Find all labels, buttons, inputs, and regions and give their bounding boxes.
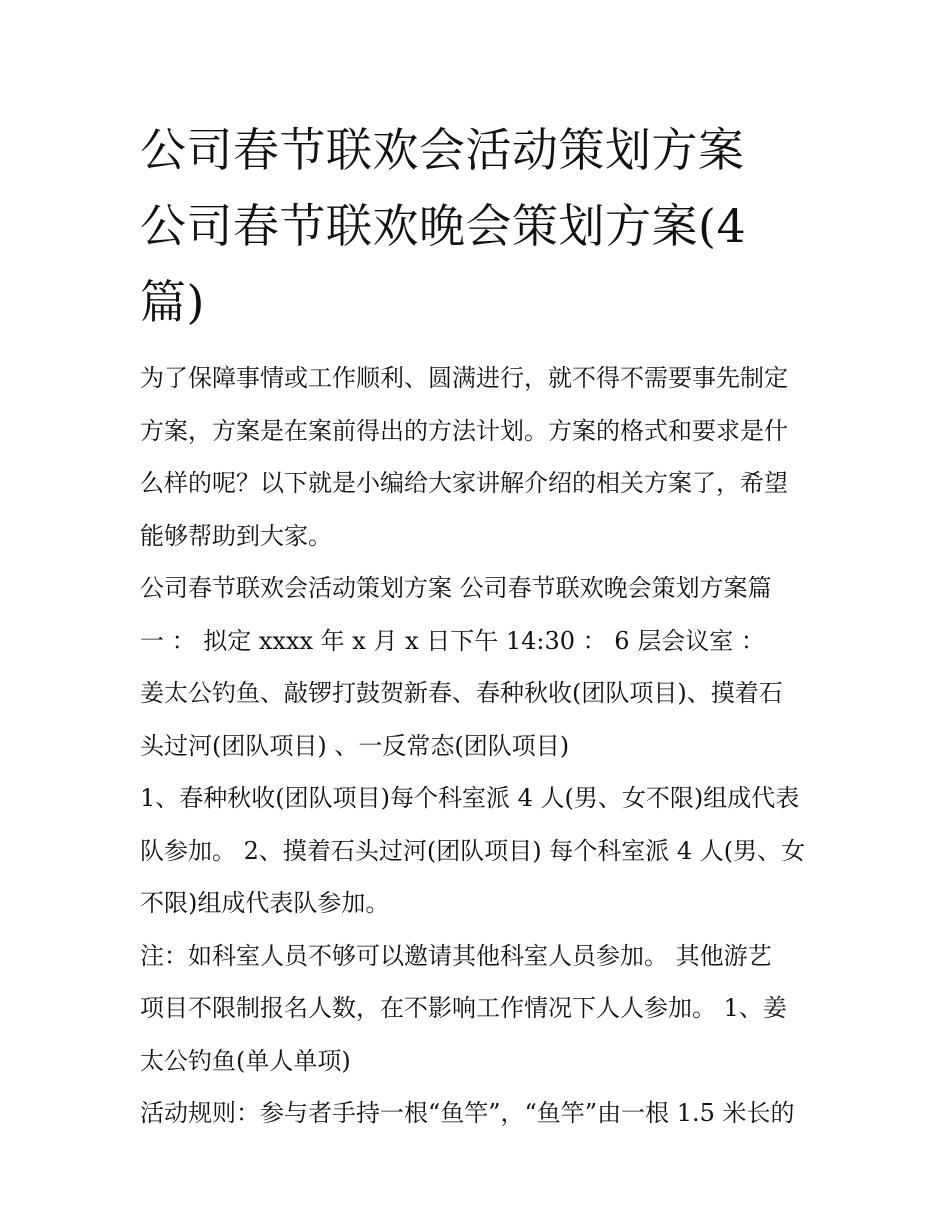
body-line: 不限)组成代表队参加。 <box>140 889 390 917</box>
body-line: 公司春节联欢会活动策划方案 公司春节联欢晚会策划方案篇 <box>140 574 772 602</box>
body-line: 项目不限制报名人数，在不影响工作情况下人人参加。 1、姜 <box>140 994 787 1022</box>
body-line: 姜太公钓鱼、敲锣打鼓贺新春、春种秋收(团队项目)、摸着石 <box>140 679 783 707</box>
title-line: 公司春节联欢会活动策划方案 <box>140 123 745 177</box>
body-line: 为了保障事情或工作顺利、圆满进行，就不得不需要事先制定 <box>140 364 788 392</box>
body-line: 注：如科室人员不够可以邀请其他科室人员参加。 其他游艺 <box>140 941 772 970</box>
body-line: 一 ： 拟定 xxxx 年 x 月 x 日下午 14:30 ： 6 层会议室 ： <box>140 626 765 655</box>
title-line: 篇) <box>140 275 205 329</box>
body-line: 头过河(团队项目) 、一反常态(团队项目) <box>140 731 570 760</box>
body-line: 方案，方案是在案前得出的方法计划。方案的格式和要求是什 <box>140 416 788 445</box>
body-line: 么样的呢？以下就是小编给大家讲解介绍的相关方案了，希望 <box>140 469 788 497</box>
body-line: 太公钓鱼(单人单项) <box>140 1046 351 1075</box>
document-title <box>140 112 820 340</box>
body-line: 1、春种秋收(团队项目)每个科室派 4 人(男、女不限)组成代表 <box>140 784 800 812</box>
body-line: 活动规则：参与者手持一根“鱼竿”，“鱼竿”由一根 1.5 米长的 <box>140 1099 795 1127</box>
title-line: 公司春节联欢晚会策划方案(4 <box>140 199 747 253</box>
body-line: 队参加。 2、摸着石头过河(团队项目) 每个科室派 4 人(男、女 <box>140 836 806 865</box>
body-line: 能够帮助到大家。 <box>140 521 332 550</box>
document-body <box>140 352 830 1140</box>
